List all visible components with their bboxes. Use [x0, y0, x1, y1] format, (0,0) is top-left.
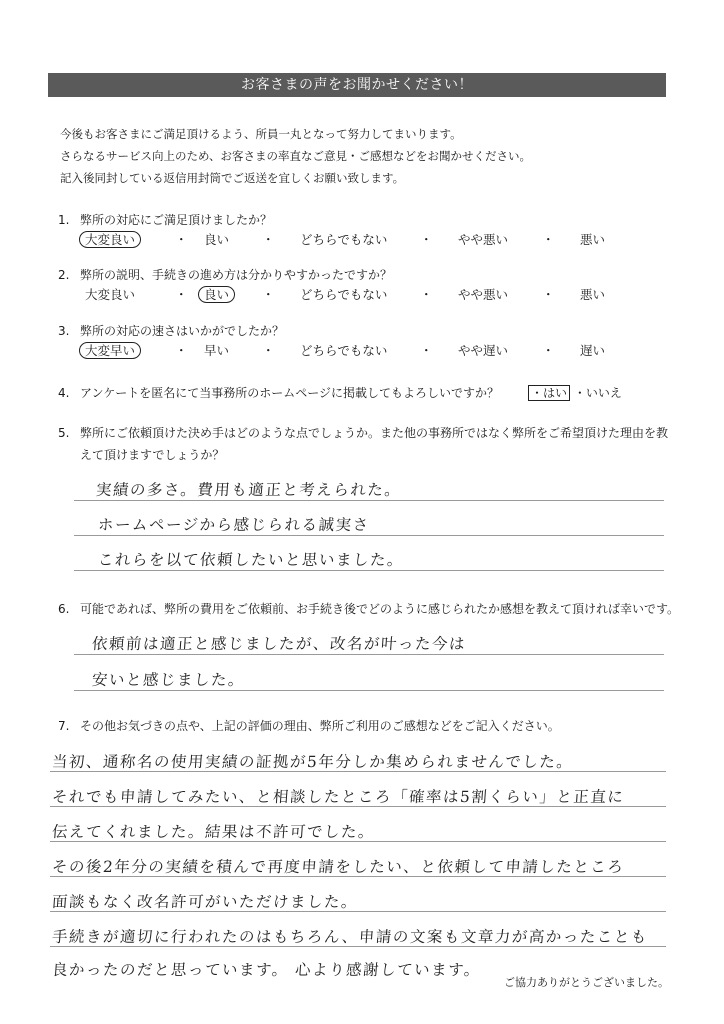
question-6	[58, 600, 679, 617]
question-1	[58, 211, 272, 228]
q6-answer-line: 安いと感じました。	[91, 671, 246, 689]
q3-option-slow[interactable]: やや遅い	[458, 343, 509, 358]
q6-answer-line: 依頼前は適正と感じましたが、改名が叶った今は	[91, 635, 467, 653]
question-text: アンケートを匿名にて当事務所のホームページに掲載してもよろしいですか？	[80, 386, 500, 400]
q5-answer-line: 実績の多さ。費用も適正と考えられた。	[95, 481, 402, 499]
q2-option-very-good[interactable]: 大変良い	[85, 287, 136, 302]
q3-option-very-slow[interactable]: 遅い	[580, 343, 606, 358]
thanks-note: ご協力ありがとうございました。	[504, 976, 669, 989]
q4-option-yes[interactable]: ・はい	[528, 385, 570, 401]
question-number: 7.	[58, 719, 70, 733]
q2-option-bad[interactable]: やや悪い	[458, 287, 509, 302]
question-text: 弊所の説明、手続きの進め方は分かりやすかったですか？	[80, 268, 393, 282]
question-2	[58, 266, 392, 283]
q7-answer-line: 伝えてくれました。結果は不許可でした。	[51, 823, 376, 841]
q4-choices	[528, 384, 622, 401]
intro-line: 今後もお客さまにご満足頂けるよう、所員一丸となって努力してまいります。	[60, 127, 462, 141]
question-number: 4.	[58, 386, 70, 400]
question-number: 5.	[58, 426, 70, 440]
q7-answer-line: 面談もなく改名許可がいただけました。	[51, 893, 359, 911]
q2-option-good[interactable]: 良い	[204, 285, 235, 303]
q1-option-good[interactable]: 良い	[204, 232, 230, 247]
q1-option-very-good[interactable]: 大変良い	[85, 230, 141, 248]
q3-option-neutral[interactable]: どちらでもない	[300, 343, 388, 358]
question-text: 弊所にご依頼頂けた決め手はどのような点でしょうか。また他の事務所ではなく弊所をご希望頂けた理由を教	[80, 426, 669, 440]
question-text: 弊所の対応にご満足頂けましたか？	[80, 213, 273, 227]
q5-answer-line: これらを以て依頼したいと思いました。	[97, 551, 405, 569]
intro-line: 記入後同封している返信用封筒でご返送を宜しくお願い致します。	[60, 171, 405, 185]
survey-banner: お客さまの声をお聞かせください！	[48, 73, 666, 97]
q1-option-neutral[interactable]: どちらでもない	[300, 232, 388, 247]
intro-line: さらなるサービス向上のため、お客さまの率直なご意見・ご感想などをお聞かせください。	[60, 149, 532, 163]
q5-answer-line: ホームページから感じられる誠実さ	[97, 516, 371, 534]
question-7	[58, 717, 560, 734]
q7-answer-line: 当初、通称名の使用実績の証拠が5年分しか集められませんでした。	[51, 753, 574, 771]
question-text: 可能であれば、弊所の費用をご依頼前、お手続き後でどのように感じられたか感想を教えて頂ければ幸いです。	[80, 602, 680, 616]
question-number: 3.	[58, 324, 70, 338]
q4-option-no[interactable]: ・いいえ	[573, 386, 622, 400]
question-number: 2.	[58, 268, 70, 282]
q2-option-very-bad[interactable]: 悪い	[580, 287, 606, 302]
q1-option-very-bad[interactable]: 悪い	[580, 232, 606, 247]
q3-option-very-fast[interactable]: 大変早い	[85, 341, 141, 359]
q7-answer-line: 良かったのだと思っています。 心より感謝しています。	[51, 961, 482, 979]
question-number: 1.	[58, 213, 70, 227]
question-text: 弊所の対応の速さはいかがでしたか？	[80, 324, 285, 338]
question-5	[58, 424, 668, 441]
question-text: その他お気づきの点や、上記の評価の理由、弊所ご利用のご感想などをご記入ください。	[80, 719, 560, 733]
question-number: 6.	[58, 602, 70, 616]
question-3	[58, 322, 284, 339]
q2-option-neutral[interactable]: どちらでもない	[300, 287, 388, 302]
q1-option-bad[interactable]: やや悪い	[458, 232, 509, 247]
q7-answer-line: 手続きが適切に行われたのはもちろん、申請の文案も文章力が高かったことも	[51, 928, 649, 946]
question-5-cont: えて頂けますでしょうか？	[80, 448, 225, 462]
question-4	[58, 384, 499, 401]
q7-answer-line: その後2年分の実績を積んで再度申請をしたい、と依頼して申請したところ	[51, 858, 625, 876]
q7-answer-line: それでも申請してみたい、と相談したところ「確率は5割くらい」と正直に	[51, 788, 625, 806]
q3-option-fast[interactable]: 早い	[204, 343, 230, 358]
